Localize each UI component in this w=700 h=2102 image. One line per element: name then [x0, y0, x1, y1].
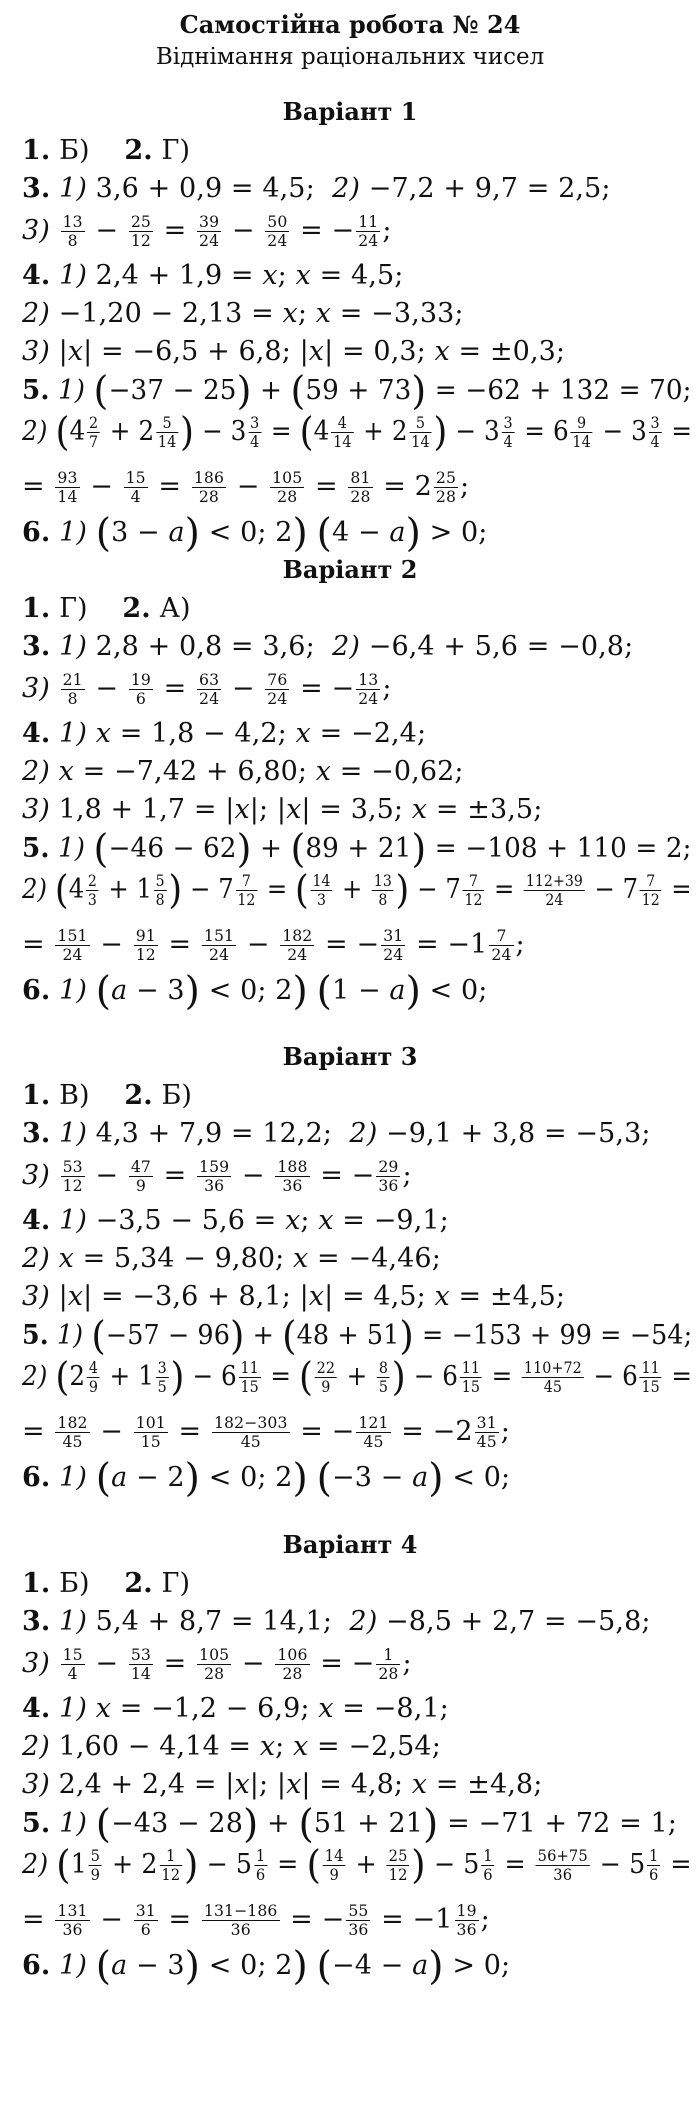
answer-q3-row: 3. 1) 5,4 + 8,7 = 14,1; 2) −8,5 + 2,7 = −5,8;	[22, 1606, 651, 1637]
answer-q6: 6. 1) (a − 3) < 0; 2) (1 − a) < 0;	[22, 969, 488, 1014]
answer-q5-part2-cont: = $\frac{151}{24}$ − $\frac{91}{12}$ = $\frac{151}{24}$ − $\frac{182}{24}$ = − $\frac{31}{24}$ = −1 $\frac{7}{24}$ ;	[22, 926, 525, 964]
variant-title: Варіант 1	[282, 97, 418, 126]
answer-q5-part1: 5. 1) (−57 − 96) + (48 + 51) = −153 + 99 = −54;	[22, 1314, 693, 1359]
answer-q4-part1: 4. 1) x = 1,8 − 4,2; x = −2,4;	[22, 718, 427, 749]
answer-q4-part3: 3) |x| = −3,6 + 8,1; |x| = 4,5; x = ±4,5;	[22, 1281, 566, 1312]
variant-title: Варіант 4	[282, 1530, 418, 1559]
answer-row-1-2: 1. Б) 2. Г)	[22, 1568, 191, 1599]
variant-section	[0, 1040, 700, 1501]
variant-section	[0, 95, 700, 556]
variant-section	[0, 553, 700, 1014]
answer-row-1-2: 1. Г) 2. А)	[22, 593, 191, 624]
answer-q3-part3: 3) $\frac{21}{8}$ − $\frac{19}{6}$ = $\frac{63}{24}$ − $\frac{76}{24}$ = − $\frac{13}{24}$ ;	[22, 670, 392, 708]
answer-q6: 6. 1) (a − 2) < 0; 2) (−3 − a) < 0;	[22, 1456, 511, 1501]
answer-q3-part3: 3) $\frac{53}{12}$ − $\frac{47}{9}$ = $\frac{159}{36}$ − $\frac{188}{36}$ = − $\frac{29}{36}$ ;	[22, 1157, 412, 1195]
page-title: Самостійна робота № 24	[179, 10, 521, 39]
answer-q4-part3: 3) 1,8 + 1,7 = |x|; |x| = 3,5; x = ±3,5;	[22, 794, 543, 825]
answer-q5-part2: 2) (4 $\frac{2}{7}$ + 2 $\frac{5}{14}$ ) − 3 $\frac{3}{4}$ = (4 $\frac{4}{14}$ + 2 $\frac{5}{14}$ ) − 3 $\frac{3}{4}$ = 6 $\frac{9}{14}$ − 3 $\frac{3}{4}$ =	[22, 409, 693, 455]
answer-q5-part2-cont: = $\frac{131}{36}$ − $\frac{31}{6}$ = $\frac{131-186}{36}$ = − $\frac{55}{36}$ = −1 $\frac{19}{36}$ ;	[22, 1901, 490, 1939]
answer-q3-row: 3. 1) 3,6 + 0,9 = 4,5; 2) −7,2 + 9,7 = 2,5;	[22, 173, 611, 204]
answer-q4-part2: 2) x = −7,42 + 6,80; x = −0,62;	[22, 756, 464, 787]
answer-q4-part3: 3) |x| = −6,5 + 6,8; |x| = 0,3; x = ±0,3;	[22, 336, 566, 367]
answer-q5-part1: 5. 1) (−37 − 25) + (59 + 73) = −62 + 132 = 70;	[22, 369, 692, 414]
answer-q3-row: 3. 1) 2,8 + 0,8 = 3,6; 2) −6,4 + 5,6 = −0,8;	[22, 631, 634, 662]
answer-q4-part1: 4. 1) −3,5 − 5,6 = x; x = −9,1;	[22, 1205, 449, 1236]
answer-q3-row: 3. 1) 4,3 + 7,9 = 12,2; 2) −9,1 + 3,8 = −5,3;	[22, 1118, 651, 1149]
answer-q4-part2: 2) −1,20 − 2,13 = x; x = −3,33;	[22, 298, 464, 329]
answer-row-1-2: 1. В) 2. Б)	[22, 1080, 193, 1111]
answer-q5-part2: 2) (2 $\frac{4}{9}$ + 1 $\frac{3}{5}$ ) − 6 $\frac{11}{15}$ = ( $\frac{22}{9}$ + $\frac{8}{5}$ ) − 6 $\frac{11}{15}$ = $\frac{110+72}{45}$ − 6 $\frac{11}{15}$ =	[22, 1354, 693, 1400]
answer-q6: 6. 1) (a − 3) < 0; 2) (−4 − a) > 0;	[22, 1944, 511, 1989]
answer-q4-part2: 2) 1,60 − 4,14 = x; x = −2,54;	[22, 1731, 441, 1762]
answer-q4-part1: 4. 1) x = −1,2 − 6,9; x = −8,1;	[22, 1693, 449, 1724]
answer-row-1-2: 1. Б) 2. Г)	[22, 135, 191, 166]
variant-section	[0, 1528, 700, 1989]
answer-q3-part3: 3) $\frac{15}{4}$ − $\frac{53}{14}$ = $\frac{105}{28}$ − $\frac{106}{28}$ = − $\frac{1}{28}$ ;	[22, 1645, 412, 1683]
answer-q5-part2-cont: = $\frac{182}{45}$ − $\frac{101}{15}$ = $\frac{182-303}{45}$ = − $\frac{121}{45}$ = −2 $\frac{31}{45}$ ;	[22, 1413, 510, 1451]
variant-title: Варіант 2	[282, 555, 418, 584]
variant-title: Варіант 3	[282, 1042, 418, 1071]
answer-q4-part2: 2) x = 5,34 − 9,80; x = −4,46;	[22, 1243, 441, 1274]
answer-q5-part1: 5. 1) (−43 − 28) + (51 + 21) = −71 + 72 = 1;	[22, 1802, 677, 1847]
page-subtitle: Віднімання раціональних чисел	[155, 44, 545, 70]
answer-q5-part2-cont: = $\frac{93}{14}$ − $\frac{15}{4}$ = $\frac{186}{28}$ − $\frac{105}{28}$ = $\frac{81}{28}$ = 2 $\frac{25}{28}$ ;	[22, 468, 470, 506]
answer-q4-part3: 3) 2,4 + 2,4 = |x|; |x| = 4,8; x = ±4,8;	[22, 1769, 543, 1800]
answer-q5-part2: 2) (4 $\frac{2}{3}$ + 1 $\frac{5}{8}$ ) − 7 $\frac{7}{12}$ = ( $\frac{14}{3}$ + $\frac{13}{8}$ ) − 7 $\frac{7}{12}$ = $\frac{112+39}{24}$ − 7 $\frac{7}{12}$ =	[22, 867, 692, 913]
answer-q6: 6. 1) (3 − a) < 0; 2) (4 − a) > 0;	[22, 511, 488, 556]
answer-q3-part3: 3) $\frac{13}{8}$ − $\frac{25}{12}$ = $\frac{39}{24}$ − $\frac{50}{24}$ = − $\frac{11}{24}$ ;	[22, 212, 392, 250]
answer-q4-part1: 4. 1) 2,4 + 1,9 = x; x = 4,5;	[22, 260, 404, 291]
answer-q5-part1: 5. 1) (−46 − 62) + (89 + 21) = −108 + 110 = 2;	[22, 827, 692, 872]
answer-q5-part2: 2) (1 $\frac{5}{9}$ + 2 $\frac{1}{12}$ ) − 5 $\frac{1}{6}$ = ( $\frac{14}{9}$ + $\frac{25}{12}$ ) − 5 $\frac{1}{6}$ = $\frac{56+75}{36}$ − 5 $\frac{1}{6}$ =	[22, 1842, 692, 1888]
